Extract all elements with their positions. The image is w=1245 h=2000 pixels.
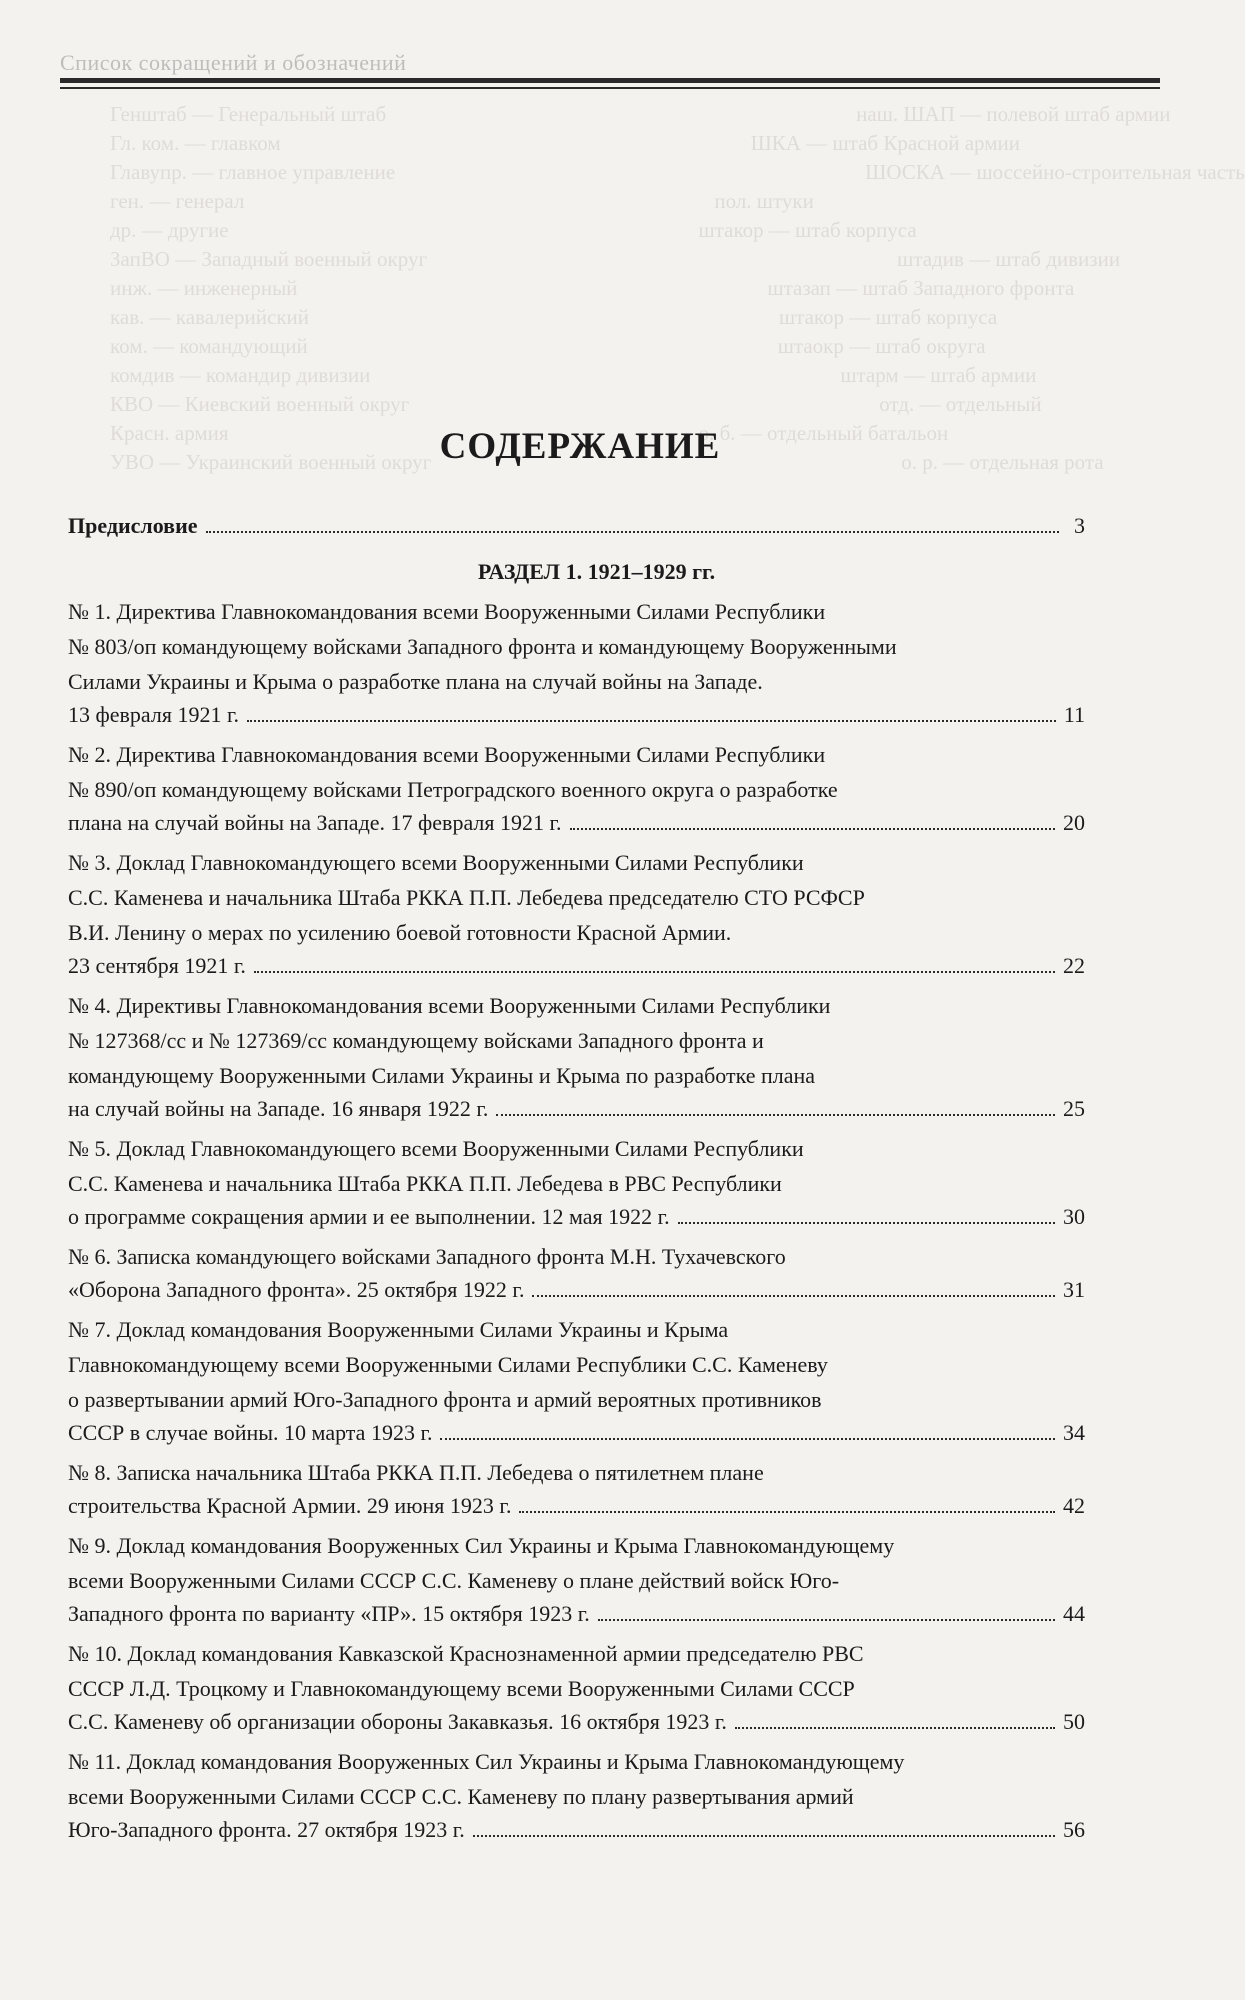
table-of-contents bbox=[68, 510, 1085, 1846]
header-rule-thick bbox=[60, 78, 1160, 83]
show-through-text-right: ШКА — штаб Красной армии bbox=[750, 131, 1020, 155]
toc-entry-date: плана на случай войны на Западе. 17 февраля 1921 г. bbox=[68, 810, 562, 835]
toc-entry-line: № 1. Директива Главнокомандования всеми Вооруженными Силами Республики bbox=[68, 599, 826, 624]
toc-entry-date: С.С. Каменеву об организации обороны Закавказья. 16 октября 1923 г. bbox=[68, 1709, 727, 1734]
show-through-text-right: штакор — штаб корпуса bbox=[779, 305, 998, 329]
show-through-text-left: Гл. ком. — главком bbox=[110, 131, 281, 155]
show-through-text-left: ЗапВО — Западный военный округ bbox=[110, 247, 428, 271]
show-through-line bbox=[110, 245, 1121, 274]
dot-leader bbox=[254, 971, 1055, 973]
show-through-text-left: кав. — кавалерийский bbox=[110, 305, 309, 329]
toc-entry-last-line bbox=[68, 1274, 1085, 1306]
toc-entry-last-line bbox=[68, 1598, 1085, 1630]
show-through-text-left: Генштаб — Генеральный штаб bbox=[110, 102, 387, 126]
toc-entry-line: всеми Вооруженными Силами СССР С.С. Каменеву по плану развертывания армий bbox=[68, 1784, 854, 1809]
toc-entry[interactable] bbox=[68, 1239, 1085, 1306]
show-through-line bbox=[110, 303, 1110, 332]
toc-entry-date: Юго-Западного фронта. 27 октября 1923 г. bbox=[68, 1817, 465, 1842]
show-through-text-right: пол. штуки bbox=[714, 189, 814, 213]
dot-leader bbox=[532, 1295, 1055, 1297]
show-through-line bbox=[110, 216, 1110, 245]
dot-leader bbox=[735, 1727, 1055, 1729]
toc-entry-line: № 5. Доклад Главнокомандующего всеми Вооруженными Силами Республики bbox=[68, 1136, 804, 1161]
show-through-line bbox=[110, 332, 1110, 361]
dot-leader bbox=[473, 1835, 1055, 1837]
dot-leader bbox=[598, 1619, 1055, 1621]
show-through-text-left: Красн. армия bbox=[110, 421, 229, 445]
toc-preface[interactable] bbox=[68, 510, 1085, 542]
dot-leader bbox=[440, 1438, 1055, 1440]
toc-entry-line: командующему Вооруженными Силами Украины и Крыма по разработке плана bbox=[68, 1063, 816, 1088]
toc-entry-line: № 2. Директива Главнокомандования всеми Вооруженными Силами Республики bbox=[68, 742, 826, 767]
toc-entry-last-line bbox=[68, 699, 1085, 731]
show-through-text-right: о. б. — отдельный батальон bbox=[698, 421, 949, 445]
dot-leader bbox=[247, 720, 1056, 722]
show-through-text-right: отд. — отдельный bbox=[879, 392, 1042, 416]
page-number: 22 bbox=[1063, 953, 1085, 978]
toc-entry-date: строительства Красной Армии. 29 июня 1923 г. bbox=[68, 1493, 512, 1518]
show-through-text-left: инж. — инженерный bbox=[110, 276, 298, 300]
show-through-text-right: штакор — штаб корпуса bbox=[698, 218, 917, 242]
toc-entry-line: № 10. Доклад командования Кавказской Краснознаменной армии председателю РВС bbox=[68, 1641, 864, 1666]
toc-entry-line: № 4. Директивы Главнокомандования всеми Вооруженными Силами Республики bbox=[68, 993, 831, 1018]
toc-entry-line: Силами Украины и Крыма о разработке плана на случай войны на Западе. bbox=[68, 669, 763, 694]
show-through-text-right: штадив — штаб дивизии bbox=[897, 247, 1121, 271]
show-through-line bbox=[110, 361, 1110, 390]
toc-entry-line: Главнокомандующему всеми Вооруженными Силами Республики С.С. Каменеву bbox=[68, 1352, 828, 1377]
dot-leader bbox=[570, 828, 1055, 830]
section-heading: РАЗДЕЛ 1. 1921–1929 гг. bbox=[477, 559, 716, 584]
toc-entry-line: № 803/оп командующему войсками Западного фронта и командующему Вооруженными bbox=[68, 634, 897, 659]
toc-entry-line: № 890/оп командующему войсками Петроградского военного округа о разработке bbox=[68, 777, 838, 802]
show-through-line bbox=[110, 100, 1171, 129]
dot-leader bbox=[519, 1511, 1055, 1513]
toc-entry-last-line bbox=[68, 1490, 1085, 1522]
show-through-line bbox=[110, 274, 1110, 303]
toc-entry-line: № 3. Доклад Главнокомандующего всеми Вооруженными Силами Республики bbox=[68, 850, 804, 875]
toc-entry[interactable] bbox=[68, 845, 1085, 982]
page-number: 56 bbox=[1063, 1817, 1085, 1842]
page-number: 42 bbox=[1063, 1493, 1085, 1518]
show-through-text-left: УВО — Украинский военный округ bbox=[110, 450, 432, 474]
toc-entry[interactable] bbox=[68, 1528, 1085, 1630]
toc-entry-line: № 8. Записка начальника Штаба РККА П.П. Лебедева о пятилетнем плане bbox=[68, 1460, 764, 1485]
page-number: 50 bbox=[1063, 1709, 1085, 1734]
toc-entry-date: «Оборона Западного фронта». 25 октября 1922 г. bbox=[68, 1277, 525, 1302]
toc-entry[interactable] bbox=[68, 594, 1085, 731]
show-through-text-left: Главупр. — главное управление bbox=[110, 160, 396, 184]
toc-entry-line: о развертывании армий Юго-Западного фронта и армий вероятных противников bbox=[68, 1387, 822, 1412]
show-through-text-right: ШОСКА — шоссейно-строительная часть bbox=[865, 160, 1245, 184]
show-through-text-right: наш. ШАП — полевой штаб армии bbox=[856, 102, 1171, 126]
toc-entry-date: 13 февраля 1921 г. bbox=[68, 702, 240, 727]
page-number: 31 bbox=[1063, 1277, 1085, 1302]
toc-entry[interactable] bbox=[68, 1744, 1085, 1846]
toc-entry-date: 23 сентября 1921 г. bbox=[68, 953, 246, 978]
toc-entry-line: С.С. Каменева и начальника Штаба РККА П.П. Лебедева председателю СТО РСФСР bbox=[68, 885, 865, 910]
show-through-line bbox=[110, 390, 1110, 419]
toc-entry-date: СССР в случае войны. 10 марта 1923 г. bbox=[68, 1420, 433, 1445]
show-through-text-right: штаокр — штаб округа bbox=[777, 334, 986, 358]
show-through-line bbox=[110, 187, 1110, 216]
toc-entry-last-line bbox=[68, 1201, 1085, 1233]
toc-entry-line: С.С. Каменева и начальника Штаба РККА П.П. Лебедева в РВС Республики bbox=[68, 1171, 782, 1196]
show-through-text-left: ген. — генерал bbox=[110, 189, 245, 213]
page-number: 20 bbox=[1063, 810, 1085, 835]
toc-entry-last-line bbox=[68, 1706, 1085, 1738]
show-through-text bbox=[110, 100, 1245, 477]
toc-entry[interactable] bbox=[68, 1131, 1085, 1233]
preface-label: Предисловие bbox=[68, 513, 198, 538]
toc-entry-last-line bbox=[68, 1814, 1085, 1846]
dot-leader bbox=[496, 1114, 1055, 1116]
page-number: 11 bbox=[1063, 702, 1085, 727]
toc-entry-last-line bbox=[68, 1417, 1085, 1449]
show-through-line bbox=[110, 129, 1110, 158]
toc-entry-line: № 11. Доклад командования Вооруженных Сил Украины и Крыма Главнокомандующему bbox=[68, 1749, 905, 1774]
show-through-text-right: о. р. — отдельная рота bbox=[901, 450, 1104, 474]
toc-entry[interactable] bbox=[68, 1312, 1085, 1449]
show-through-text-left: комдив — командир дивизии bbox=[110, 363, 371, 387]
page-number: 34 bbox=[1063, 1420, 1085, 1445]
show-through-text-left: др. — другие bbox=[110, 218, 229, 242]
toc-entry[interactable] bbox=[68, 1636, 1085, 1738]
toc-entry-line: В.И. Ленину о мерах по усилению боевой готовности Красной Армии. bbox=[68, 920, 732, 945]
toc-entry[interactable] bbox=[68, 988, 1085, 1125]
toc-entry-date: на случай войны на Западе. 16 января 1922 г. bbox=[68, 1096, 489, 1121]
toc-entry-date: Западного фронта по варианту «ПР». 15 октября 1923 г. bbox=[68, 1601, 590, 1626]
toc-entry[interactable] bbox=[68, 1455, 1085, 1522]
toc-entry-line: СССР Л.Д. Троцкому и Главнокомандующему всеми Вооруженными Силами СССР bbox=[68, 1676, 855, 1701]
dot-leader bbox=[206, 531, 1059, 533]
toc-entry-line: № 7. Доклад командования Вооруженными Силами Украины и Крыма bbox=[68, 1317, 729, 1342]
page-number: 44 bbox=[1063, 1601, 1085, 1626]
header-rule-thin bbox=[60, 87, 1160, 89]
page-number: 30 bbox=[1063, 1204, 1085, 1229]
show-through-text-left: КВО — Киевский военный округ bbox=[110, 392, 410, 416]
toc-entry-last-line bbox=[68, 950, 1085, 982]
toc-entry-date: о программе сокращения армии и ее выполнении. 12 мая 1922 г. bbox=[68, 1204, 670, 1229]
show-through-text-right: штарм — штаб армии bbox=[840, 363, 1037, 387]
page-title: СОДЕРЖАНИЕ bbox=[439, 426, 721, 467]
show-through-text-right: штазап — штаб Западного фронта bbox=[767, 276, 1075, 300]
toc-entry-last-line bbox=[68, 1093, 1085, 1125]
page-number: 25 bbox=[1063, 1096, 1085, 1121]
toc-entry-last-line bbox=[68, 807, 1085, 839]
toc-entry-line: № 6. Записка командующего войсками Западного фронта М.Н. Тухачевского bbox=[68, 1244, 786, 1269]
page-number: 3 bbox=[1074, 513, 1085, 538]
running-head: Список сокращений и обозначений bbox=[60, 50, 407, 75]
toc-entry-line: № 9. Доклад командования Вооруженных Сил Украины и Крыма Главнокомандующему bbox=[68, 1533, 895, 1558]
show-through-line bbox=[110, 158, 1245, 187]
toc-entry-line: № 127368/сс и № 127369/сс командующему войсками Западного фронта и bbox=[68, 1028, 764, 1053]
dot-leader bbox=[678, 1222, 1055, 1224]
toc-entry[interactable] bbox=[68, 737, 1085, 839]
toc-entry-line: всеми Вооруженными Силами СССР С.С. Каменеву о плане действий войск Юго- bbox=[68, 1568, 840, 1593]
toc-entries bbox=[68, 594, 1085, 1846]
show-through-text-left: ком. — командующий bbox=[110, 334, 308, 358]
